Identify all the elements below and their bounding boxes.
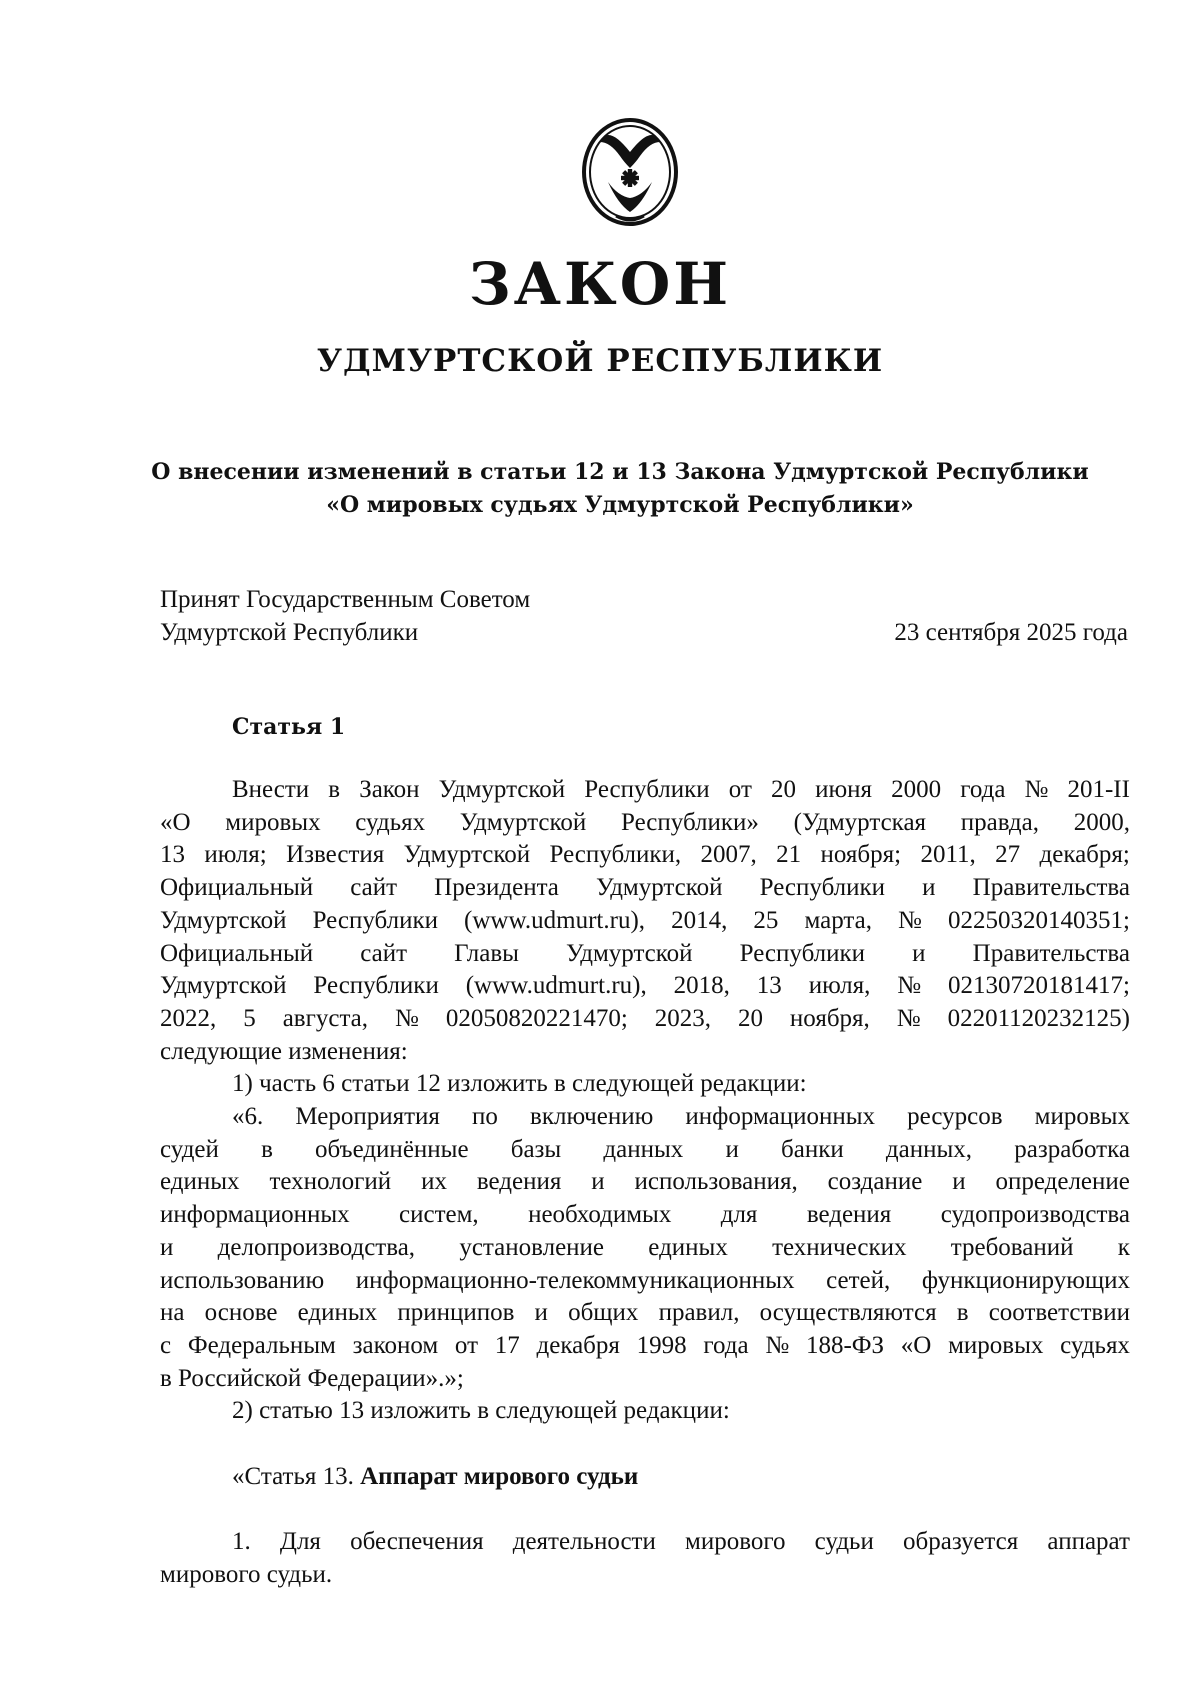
word: 2018, [673,972,730,1000]
word: Удмуртской [160,906,287,934]
word: 02201120232125) [947,1004,1130,1032]
text-line [160,1003,1130,1036]
text-line [160,1330,1130,1363]
word: 2023, [654,1004,711,1032]
text-line [160,1199,1130,1232]
word: в [261,1135,273,1163]
word: Для [279,1528,321,1556]
word: (Удмуртская [793,808,927,836]
amendment-item-2: 2) статью 13 изложить в следующей редакции: [232,1397,730,1425]
word: судьях [355,808,426,836]
word: включению [530,1103,654,1131]
word: данных [603,1135,684,1163]
word: деятельности [512,1528,656,1556]
word: 13 [160,841,185,869]
word: с [160,1331,172,1359]
word: мировых [225,808,321,836]
word: июля; [204,841,267,869]
word: № [896,1004,921,1032]
adoption-body [160,583,530,649]
text-line [160,839,1130,872]
law-title: ЗАКОН [468,250,732,318]
text-line [160,938,1130,971]
subject-line: О внесении изменений в статьи 12 и 13 Закона Удмуртской Республики [151,459,1089,485]
word: 1998 [636,1331,687,1359]
word: (www.udmurt.ru), [465,972,647,1000]
word: сайт [360,939,408,967]
word: ноября; [820,841,902,869]
word: на [160,1299,185,1327]
word: технических [772,1233,907,1261]
word: Правительства [972,874,1130,902]
word: по [472,1103,498,1131]
word: судей [160,1135,219,1163]
word: банки [781,1135,844,1163]
word: года [703,1331,749,1359]
word: создание [827,1168,923,1196]
word: «О [160,808,191,836]
word: июня [815,776,873,803]
word: делопроизводства, [217,1233,416,1261]
text-line [160,1265,1130,1298]
word: № [1024,776,1049,803]
word: технологий [269,1168,392,1196]
adoption-date: 23 сентября 2025 года [894,619,1128,646]
word: (www.udmurt.ru), [464,906,646,934]
article-1-intro [160,774,1130,1036]
word: 188-ФЗ [805,1331,885,1359]
word: Удмуртской [160,972,287,1000]
word: «6. [232,1103,264,1131]
word: 2007, [700,841,757,869]
word: 2014, [671,906,728,934]
text-line [160,1134,1130,1167]
word: Республики [313,972,439,1000]
word: судьях [1060,1331,1130,1359]
text-line [160,872,1130,905]
word: судьи [814,1528,874,1556]
word: и [952,1168,966,1196]
word: необходимых [528,1201,672,1229]
amendment-item-1: 1) часть 6 статьи 12 изложить в следующей редакции: [232,1070,807,1098]
word: «О [900,1331,932,1359]
word: установление [459,1233,605,1261]
word: августа, [282,1004,369,1032]
word: законом [352,1331,439,1359]
word: ресурсов [907,1103,1003,1131]
word: 02250320140351; [947,906,1130,934]
word: информационно-телекоммуникационных [355,1266,795,1294]
word: № [898,906,922,934]
word: и [912,939,926,967]
word: сетей, [826,1266,891,1294]
word: Известия [286,841,385,869]
adoption-line: Удмуртской Республики [160,619,419,646]
word: осуществляются [759,1299,937,1327]
text-line [160,1526,1130,1559]
word: и [725,1135,739,1163]
word: Официальный [160,874,314,902]
word: соответствии [988,1299,1130,1327]
word: единых [297,1299,378,1327]
article-13-title: Аппарат мирового судьи [360,1462,639,1490]
article-13-heading [160,1461,1130,1494]
word: Республики [584,776,710,803]
article-1-body [160,774,1130,1592]
word: аппарат [1047,1528,1130,1556]
text-line [160,1166,1130,1199]
word: ноября, [789,1004,870,1032]
word: основе [204,1299,278,1327]
word: мировых [948,1331,1044,1359]
word: и [922,874,936,902]
text-line: в Российской Федерации».»; [160,1364,464,1392]
word: 02130720181417; [948,972,1130,1000]
text-line [160,1297,1130,1330]
word: Республики, [549,841,682,869]
word: единых [160,1168,240,1196]
spacer [160,1493,1130,1526]
word: Удмуртской [596,874,723,902]
word: 13 [756,972,782,1000]
word: информационных [160,1201,350,1229]
text-line [160,1232,1130,1265]
word: Федеральным [187,1331,336,1359]
word: Республики» [621,808,759,836]
word: их [421,1168,447,1196]
word: 201-II [1067,776,1130,803]
word: 20 [770,776,796,803]
word: Мероприятия [295,1103,440,1131]
word: от [728,776,752,803]
word: Удмуртской [459,808,587,836]
word: № [765,1331,790,1359]
article-1-heading: Статья 1 [232,714,346,740]
word: судопроизводства [940,1201,1130,1229]
adoption-line: Принят Государственным Советом [160,586,531,613]
word: 2011, [920,841,976,869]
word: базы [510,1135,562,1163]
word: использованию [160,1266,325,1294]
word: от [454,1331,479,1359]
word: Официальный [160,939,314,967]
text-line: мирового судьи. [160,1560,333,1588]
word: и [534,1299,548,1327]
word: систем, [399,1201,479,1229]
word: Правительства [972,939,1130,967]
word: ведения [806,1201,892,1229]
word: декабря; [1039,841,1130,869]
word: Удмуртской [438,776,566,803]
word: Республики [739,939,866,967]
word: 17 [494,1331,520,1359]
word: образуется [903,1528,1019,1556]
word: 02050820221470; [445,1004,628,1032]
word: Удмуртской [403,841,531,869]
word: функционирующих [921,1266,1130,1294]
text-line [160,774,1130,807]
word: в [956,1299,969,1327]
word: сайт [350,874,398,902]
word: информационных [685,1103,876,1131]
word: единых [648,1233,728,1261]
word: требований [950,1233,1074,1261]
word: использования, [634,1168,798,1196]
law-subject [150,456,1090,522]
word: Внести [232,776,310,803]
word: марта, [804,906,872,934]
word: мировых [1034,1103,1130,1131]
text-line [160,970,1130,1003]
word: общих [568,1299,639,1327]
word: мирового [685,1528,786,1556]
word: данных, [885,1135,973,1163]
word: июля, [808,972,871,1000]
word: и [160,1233,174,1261]
word: 21 [776,841,802,869]
word: Республики [759,874,886,902]
word: Президента [434,874,559,902]
word: разработка [1014,1135,1130,1163]
article-13-prefix: «Статья 13. [232,1462,354,1490]
subject-line: «О мировых судьях Удмуртской Республики» [326,492,914,518]
word: правил, [658,1299,740,1327]
text-line [160,1101,1130,1134]
word: объединённые [315,1135,469,1163]
udmurt-coat-of-arms-emblem [578,112,682,228]
word: в [328,776,341,803]
text-line: следующие изменения: [160,1037,408,1065]
word: принципов [397,1299,515,1327]
text-line [160,905,1130,938]
article-13-paragraph-1 [160,1526,1130,1559]
word: 20 [737,1004,763,1032]
word: 5 [243,1004,256,1032]
text-line [160,807,1130,840]
word: Главы [454,939,519,967]
word: 2000 [891,776,942,803]
word: ведения [476,1168,562,1196]
word: 25 [753,906,779,934]
word: декабря [536,1331,620,1359]
word: для [720,1201,758,1229]
word: № [394,1004,419,1032]
word: правда, [960,808,1039,836]
word: Закон [359,776,420,803]
word: 27 [995,841,1021,869]
word: 2022, [160,1004,217,1032]
amendment-quote [160,1101,1130,1363]
word: № [897,972,922,1000]
word: Удмуртской [566,939,693,967]
word: 2000, [1073,808,1130,836]
republic-title: УДМУРТСКОЙ РЕСПУБЛИКИ [316,343,884,379]
word: обеспечения [350,1528,484,1556]
word: года [960,776,1006,803]
word: к [1117,1233,1130,1261]
word: 1. [232,1528,251,1556]
spacer [160,1428,1130,1461]
word: и [591,1168,605,1196]
word: Республики [312,906,438,934]
word: определение [995,1168,1130,1196]
